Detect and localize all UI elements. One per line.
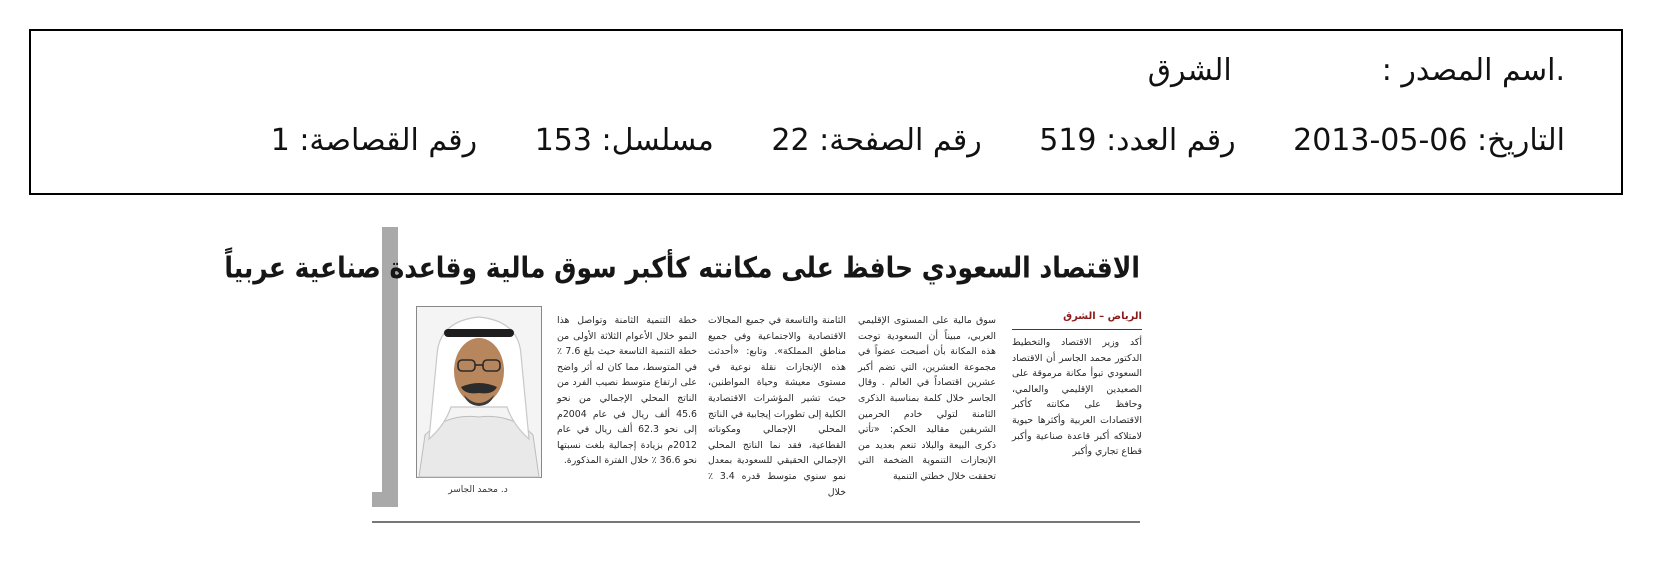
date-value: 2013-05-06 bbox=[1293, 123, 1468, 158]
portrait-photo bbox=[416, 306, 542, 478]
clip-label: رقم القصاصة: bbox=[299, 123, 478, 158]
clip-value: 1 bbox=[270, 123, 290, 158]
clipping-side-bar-foot bbox=[372, 492, 398, 507]
page-label: رقم الصفحة: bbox=[819, 123, 982, 158]
newspaper-clipping bbox=[224, 225, 1148, 527]
serial-value: 153 bbox=[534, 123, 592, 158]
article-headline: الاقتصاد السعودي حافظ على مكانته كأكبر سوق مالية وقاعدة صناعية عربياً bbox=[224, 251, 1140, 285]
issue-value: 519 bbox=[1039, 123, 1097, 158]
article-column-2: سوق مالية على المستوى الإقليمي العربي، مبيناً أن السعودية توجت هذه المكانة بأن أصبحت عضواً في مجموعة العشرين، التي تضم أكبر عشرين اقتصاداً في العالم . وقال الجاسر خلال كلمة بمناسبة الذكرى الثامنة لتولي خادم الحرمين الشريفين مقاليد الحكم: «تأتي ذكرى البيعة والبلاد تنعم بعديد من الإنجازات التنموية الضخمة التي تحققت خلال خطتي التنمية bbox=[858, 315, 996, 482]
source-label: .اسم المصدر : bbox=[1381, 53, 1565, 88]
portrait-illustration bbox=[417, 307, 541, 477]
metadata-box bbox=[29, 29, 1623, 195]
source-value: الشرق bbox=[1147, 53, 1232, 88]
article-column-1: أكد وزير الاقتصاد والتخطيط الدكتور محمد الجاسر أن الاقتصاد السعودي تبوأ مكانة مرموقة على الصعيدين الإقليمي والعالمي، وحافظ على مكانته كأكبر الاقتصادات العربية وأكثرها حيوية لامتلاكه أكبر قاعدة صناعية وأكبر قطاع تجاري وأكبر bbox=[1012, 337, 1142, 458]
dateline-rule bbox=[1012, 329, 1142, 330]
clipping-bottom-rule bbox=[372, 521, 1140, 523]
details-line bbox=[271, 123, 1565, 158]
source-line bbox=[1148, 53, 1565, 88]
serial-label: مسلسل: bbox=[601, 123, 714, 158]
date-label: التاريخ: bbox=[1477, 123, 1565, 158]
page-value: 22 bbox=[771, 123, 810, 158]
article-column-3: الثامنة والتاسعة في جميع المجالات الاقتصادية والاجتماعية وفي جميع مناطق المملكة». وتابع: «أحدثت هذه الإنجازات نقلة نوعية في مستوى معيشة وحياة المواطنين، حيث تشير المؤشرات الاقتصادية الكلية إلى تطورات إيجابية في الناتج المحلي الإجمالي ومكوناته القطاعية، فقد نما الناتج المحلي الإجمالي الحقيقي للسعودية بمعدل نمو سنوي متوسط قدره 3.4 ٪ خلال bbox=[708, 315, 847, 498]
photo-caption: د. محمد الجاسر bbox=[448, 485, 508, 495]
issue-label: رقم العدد: bbox=[1106, 123, 1236, 158]
article-dateline: الرياض – الشرق bbox=[1063, 311, 1142, 322]
article-column-4: خطة التنمية الثامنة وتواصل هذا النمو خلال الأعوام الثلاثة الأولى من خطة التنمية التاسعة حيث بلغ 7.6 ٪ في المتوسط، مما كان له أثر واضح على ارتفاع متوسط نصيب الفرد من الناتج المحلي الإجمالي من نحو 45.6 ألف ريال في عام 2004م إلى نحو 62.3 ألف ريال في عام 2012م بزيادة إجمالية بلغت نسبتها نحو 36.6 ٪ خلال الفترة المذكورة. bbox=[557, 315, 698, 467]
